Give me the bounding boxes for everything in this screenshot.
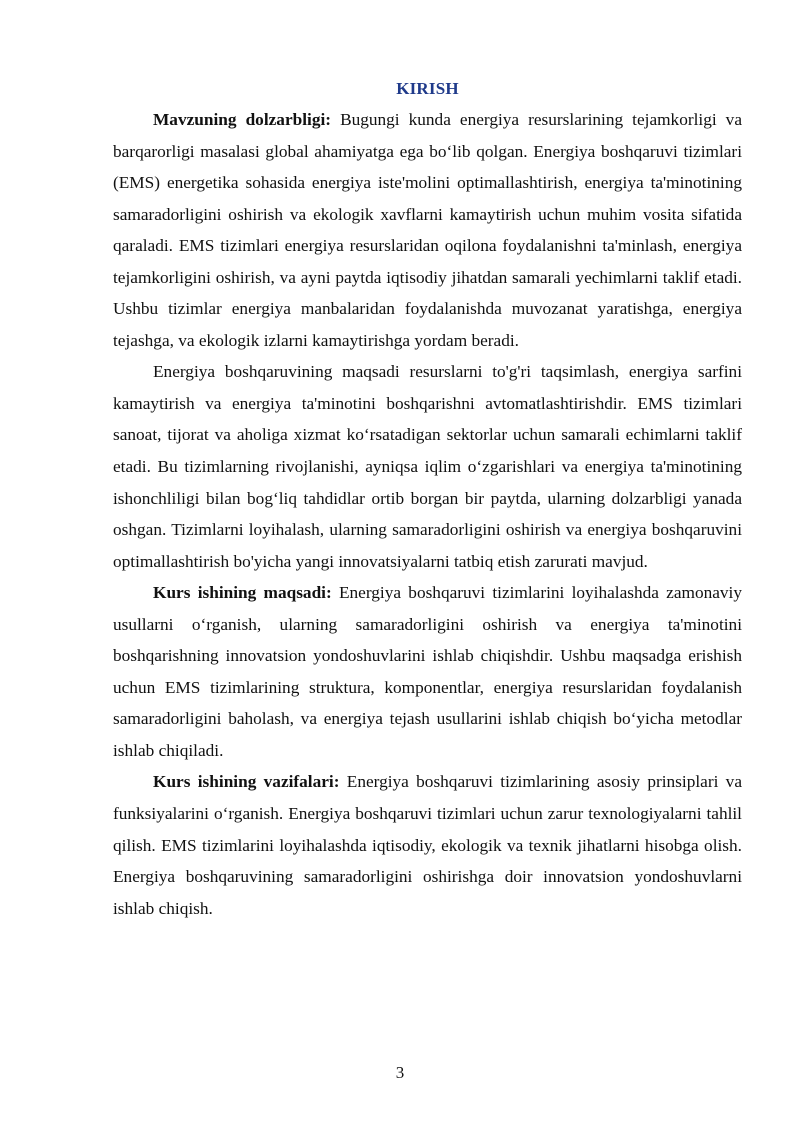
paragraph-text: Energiya boshqaruvi tizimlarini loyihalashda zamonaviy usullarni o‘rganish, ularning samaradorligini oshirish va energiya ta'minotini boshqarishning innovatsion yondoshuvlarini ishlab chiqishdir. Ushbu maqsadga erishish uchun EMS tizimlarining struktura, komponentlar, energiya resurslaridan foydalanish samaradorligini baholash, va energiya tejash usullarini ishlab chiqish bo‘yicha metodlar ishlab chiqiladi. [113, 583, 742, 760]
paragraph-lead: Mavzuning dolzarbligi: [153, 110, 332, 129]
section-title: KIRISH [396, 79, 459, 98]
paragraph-text: Energiya boshqaruvi tizimlarining asosiy prinsiplari va funksiyalarini o‘rganish. Energiya boshqaruvi tizimlari uchun zarur texnologiyalarni tahlil qilish. EMS tizimlarini loyihalashda iqtisodiy, ekologik va texnik jihatlarni hisobga olish. Energiya boshqaruvining samaradorligini oshirishga doir innovatsion yondoshuvlarni ishlab chiqish. [113, 772, 742, 918]
paragraph-text: Energiya boshqaruvining maqsadi resurslarni to'g'ri taqsimlash, energiya sarfini kamaytirish va energiya ta'minotini boshqarishni avtomatlashtirishdir. EMS tizimlari sanoat, tijorat va aholiga xizmat ko‘rsatadigan sektorlar uchun samarali echimlarni taklif etadi. Bu tizimlarning rivojlanishi, ayniqsa iqlim o‘zgarishlari va energiya ta'minotining ishonchliligi bilan bog‘liq tahdidlar ortib borgan bir paytda, ularning dolzarbligi yanada oshgan. Tizimlarni loyihalash, ularning samaradorligini oshirish va energiya boshqaruvini optimallashtirish bo'yicha yangi innovatsiyalarni tatbiq etish zarurati mavjud. [113, 362, 742, 571]
page-content [113, 75, 742, 924]
paragraph-course-tasks [113, 766, 742, 924]
paragraph-text: Bugungi kunda energiya resurslarining tejamkorligi va barqarorligi masalasi global ahamiyatga ega bo‘lib qolgan. Energiya boshqaruvi tizimlari (EMS) energetika sohasida energiya iste'molini optimallashtirish, energiya ta'minotining samaradorligini oshirish va ekologik xavflarni kamaytirish uchun muhim vosita sifatida qaraladi. EMS tizimlari energiya resurslaridan oqilona foydalanishni ta'minlash, energiya tejamkorligini oshirish, va ayni paytda iqtisodiy jihatdan samarali yechimlarni taklif etadi. Ushbu tizimlar energiya manbalaridan foydalanishda muvozanat yaratishga, energiya tejashga, va ekologik izlarni kamaytirishga yordam beradi. [113, 110, 742, 350]
paragraph-relevance [113, 104, 742, 356]
paragraph-goal-of-management [113, 356, 742, 577]
paragraph-course-aim [113, 577, 742, 766]
page-number: 3 [395, 1063, 405, 1082]
paragraph-lead: Kurs ishining vazifalari: [153, 772, 340, 792]
paragraph-lead: Kurs ishining maqsadi: [153, 583, 332, 603]
